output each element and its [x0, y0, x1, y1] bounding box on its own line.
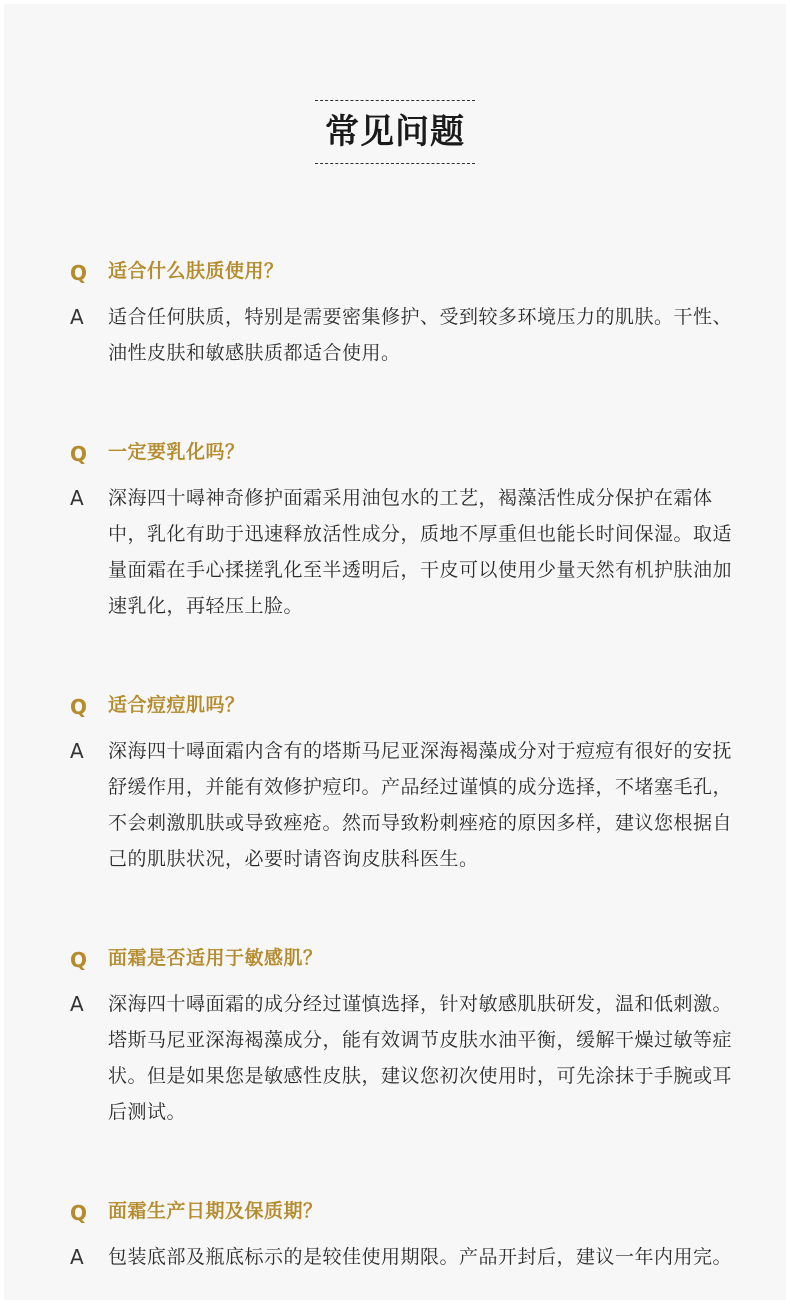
answer-text: 深海四十噚面霜内含有的塔斯马尼亚深海褐藻成分对于痘痘有很好的安抚舒缓作用，并能有效修护痘印。产品经过谨慎的成分选择，不堵塞毛孔，不会刺激肌肤或导致痤疮。然而导致粉刺痤疮的原因多样，建议您根据自己的肌肤状况，必要时请咨询皮肤科医生。 [108, 740, 733, 870]
answer-text: 包装底部及瓶底标示的是较佳使用期限。产品开封后，建议一年内用完。 [108, 1246, 733, 1268]
page-title: 常见问题 [325, 112, 465, 152]
answer-marker: A [70, 739, 84, 763]
question-row [70, 942, 750, 978]
title-section [0, 100, 790, 164]
question-row [70, 255, 750, 291]
answer-marker: A [70, 1245, 84, 1269]
question-text: 面霜生产日期及保质期？ [108, 1200, 323, 1222]
answer-text: 适合任何肤质，特别是需要密集修护、受到较多环境压力的肌肤。干性、油性皮肤和敏感肤质都适合使用。 [108, 306, 733, 364]
answer-marker: A [70, 992, 84, 1016]
answer-marker: A [70, 486, 84, 510]
answer-row [70, 1239, 750, 1275]
faq-item-5 [70, 1195, 750, 1275]
answer-text: 深海四十噚神奇修护面霜采用油包水的工艺，褐藻活性成分保护在霜体中，乳化有助于迅速释放活性成分，质地不厚重但也能长时间保湿。取适量面霜在手心揉搓乳化至半透明后，干皮可以使用少量天然有机护肤油加速乳化，再轻压上脸。 [108, 487, 733, 617]
answer-text: 深海四十噚面霜的成分经过谨慎选择，针对敏感肌肤研发，温和低刺激。塔斯马尼亚深海褐藻成分，能有效调节皮肤水油平衡，缓解干燥过敏等症状。但是如果您是敏感性皮肤，建议您初次使用时，可先涂抹于手腕或耳后测试。 [108, 993, 733, 1123]
answer-row [70, 299, 750, 371]
question-row [70, 436, 750, 472]
faq-item-3 [70, 689, 750, 877]
answer-row [70, 480, 750, 624]
question-marker: Q [70, 261, 88, 285]
question-row [70, 689, 750, 725]
question-marker: Q [70, 1201, 88, 1225]
question-marker: Q [70, 442, 88, 466]
answer-row [70, 986, 750, 1130]
question-text: 适合什么肤质使用？ [108, 260, 284, 282]
faq-item-2 [70, 436, 750, 624]
question-text: 适合痘痘肌吗？ [108, 694, 245, 716]
faq-item-4 [70, 942, 750, 1130]
answer-row [70, 733, 750, 877]
question-marker: Q [70, 695, 88, 719]
answer-marker: A [70, 305, 84, 329]
question-text: 一定要乳化吗？ [108, 441, 245, 463]
faq-item-1 [70, 255, 750, 371]
question-row [70, 1195, 750, 1231]
title-dashed-box [315, 100, 475, 164]
question-marker: Q [70, 948, 88, 972]
faq-list [70, 255, 750, 1275]
question-text: 面霜是否适用于敏感肌？ [108, 947, 323, 969]
